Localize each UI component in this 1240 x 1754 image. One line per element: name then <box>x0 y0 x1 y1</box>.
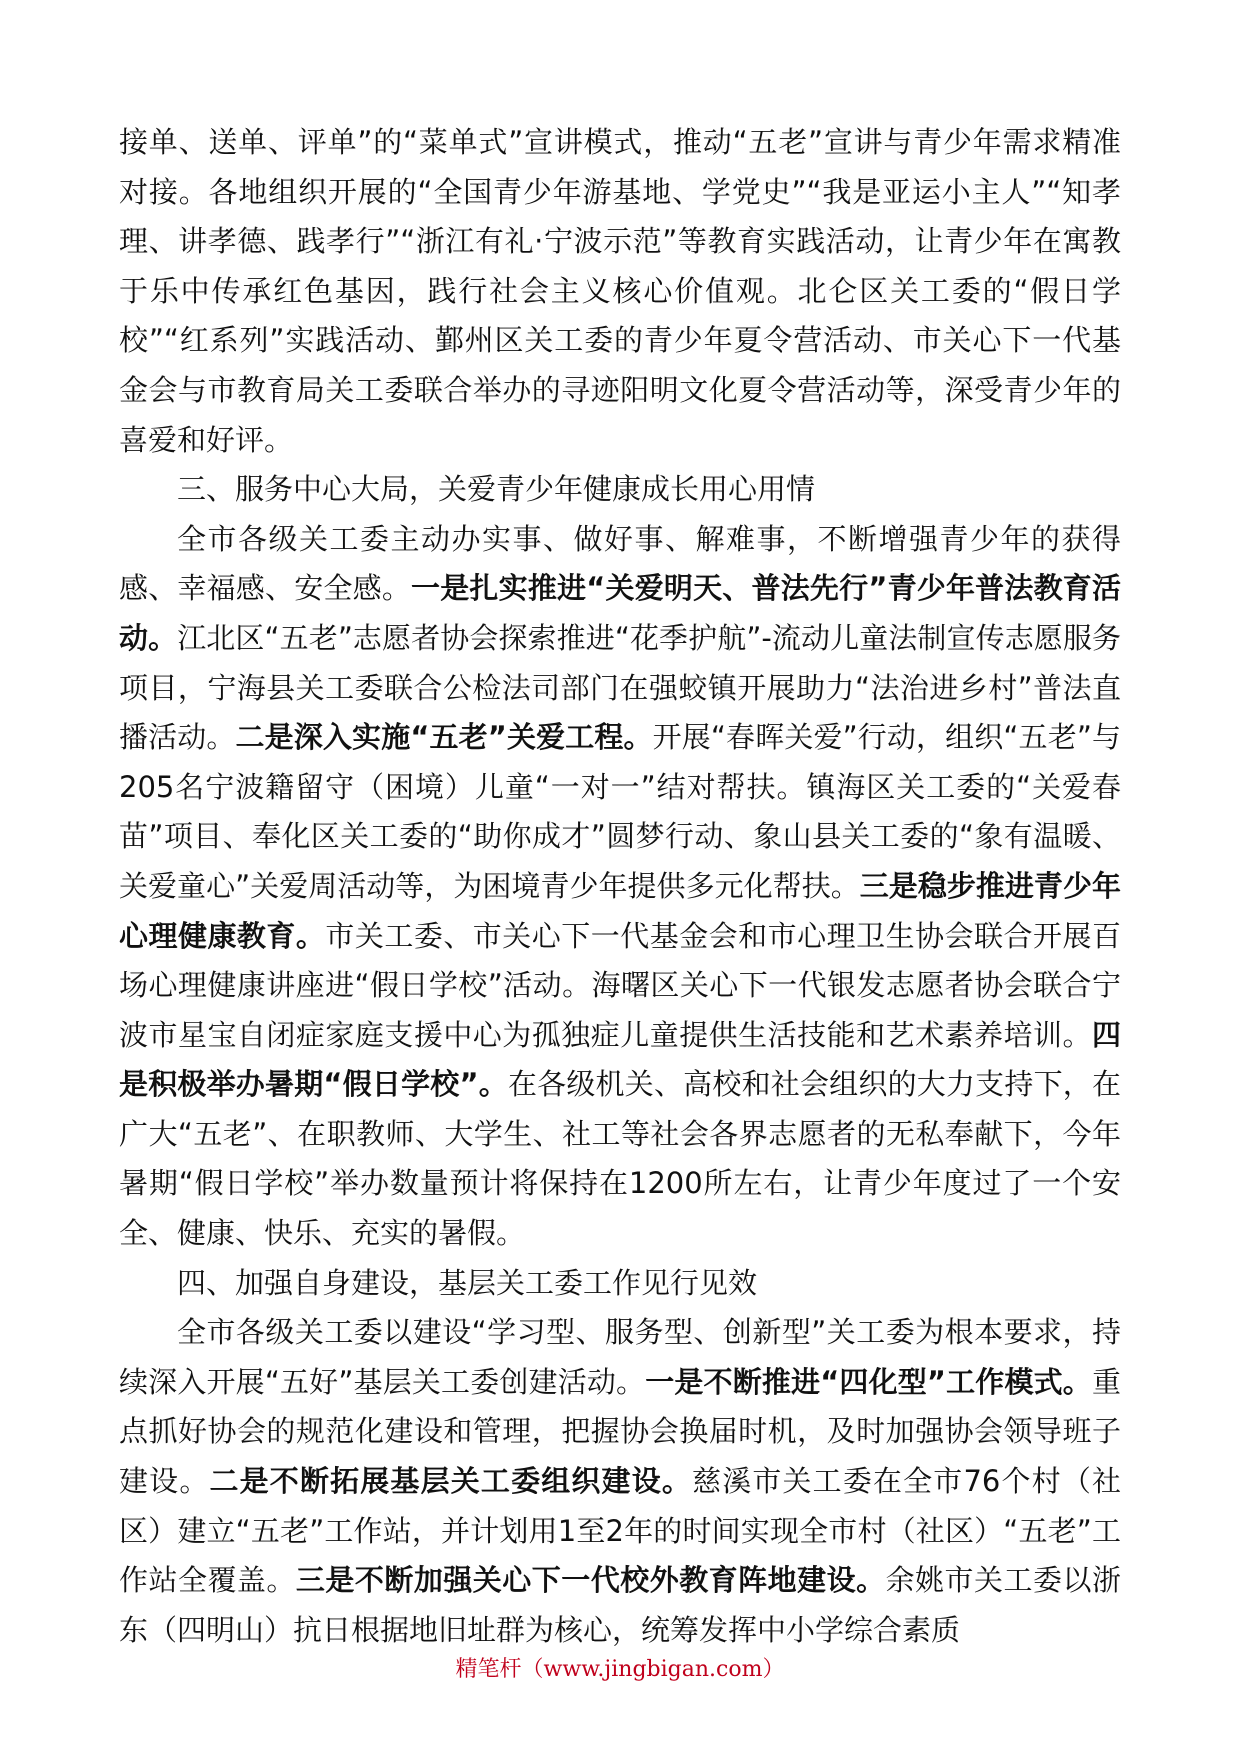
bold-lead-phrase: 二是深入实施“五老”关爱工程。 <box>235 720 653 755</box>
text-segment: 接单、送单、评单”的“菜单式”宣讲模式，推动“五老”宣讲与青少年需求精准对接。各地组织开展的“全国青少年游基地、学党史”“我是亚运小主人”“知孝理、讲孝德、践孝行”“浙江有礼·宁波示范”等教育实践活动，让青少年在寓教于乐中传承红色基因，践行社会主义核心价值观。北仑区关工委的“假日学校”“红系列”实践活动、鄞州区关工委的青少年夏令营活动、市关心下一代基金会与市教育局关工委联合举办的寻迹阳明文化夏令营活动等，深受青少年的喜爱和好评。 <box>119 125 1121 457</box>
text-segment: 全市各级关工委以建设“学习型、服务型、创新型”关工委为根本要求，持续深入开展“五好”基层关工委创建活动。 <box>119 1315 1121 1399</box>
text-segment: 在各级机关、高校和社会组织的大力支持下，在广大“五老”、在职教师、大学生、社工等社会各界志愿者的无私奉献下，今年暑期“假日学校”举办数量预计将保持在1200所左右，让青少年度过了一个安全、健康、快乐、充实的暑假。 <box>119 1067 1121 1251</box>
text-segment: 市关工委、市关心下一代基金会和市心理卫生协会联合开展百场心理健康讲座进“假日学校”活动。海曙区关心下一代银发志愿者协会联合宁波市星宝自闭症家庭支援中心为孤独症儿童提供生活技能和艺术素养培训。 <box>119 918 1121 1052</box>
section-heading <box>119 465 1121 515</box>
body-paragraph <box>119 1308 1121 1655</box>
bold-lead-phrase: 一是扎实推进“关爱明天、普法先行”青少年普法教育活动。 <box>119 571 1121 655</box>
text-segment: 重点抓好协会的规范化建设和管理，把握协会换届时机，及时加强协会领导班子建设。 <box>119 1364 1121 1499</box>
section-heading <box>119 1259 1121 1309</box>
text-segment: 江北区“五老”志愿者协会探索推进“花季护航”-流动儿童法制宣传志愿服务项目，宁海县关工委联合公检法司部门在强蛟镇开展助力“法治进乡村”普法直播活动。 <box>119 620 1121 755</box>
text-segment: 开展“春晖关爱”行动，组织“五老”与205名宁波籍留守（困境）儿童“一对一”结对帮扶。镇海区关工委的“关爱春苗”项目、奉化区关工委的“助你成才”圆梦行动、象山县关工委的“象有温暖、关爱童心”关爱周活动等，为困境青少年提供多元化帮扶。 <box>119 720 1121 903</box>
text-segment: 三、服务中心大局，关爱青少年健康成长用心用情 <box>177 472 816 507</box>
text-segment: 四、加强自身建设，基层关工委工作见行见效 <box>177 1265 758 1300</box>
body-paragraph <box>119 118 1121 465</box>
body-paragraph <box>119 515 1121 1259</box>
bold-lead-phrase: 三是不断加强关心下一代校外教育阵地建设。 <box>295 1563 886 1598</box>
bold-lead-phrase: 二是不断拓展基层关工委组织建设。 <box>209 1464 693 1499</box>
text-segment: 慈溪市关工委在全市76个村（社区）建立“五老”工作站，并计划用1至2年的时间实现全市村（社区）“五老”工作站全覆盖。 <box>119 1464 1121 1598</box>
footer-watermark: 精笔杆（www.jingbigan.com） <box>455 1657 785 1682</box>
bold-lead-phrase: 一是不断推进“四化型”工作模式。 <box>645 1364 1092 1399</box>
text-segment: 全市各级关工委主动办实事、做好事、解难事，不断增强青少年的获得感、幸福感、安全感。 <box>119 521 1121 606</box>
bold-lead-phrase: 三是稳步推进青少年心理健康教育。 <box>119 868 1121 953</box>
document-body <box>119 118 1121 1655</box>
bold-lead-phrase: 四是积极举办暑期“假日学校”。 <box>119 1017 1121 1102</box>
text-segment: 余姚市关工委以浙东（四明山）抗日根据地旧址群为核心，统筹发挥中小学综合素质 <box>119 1563 1121 1647</box>
